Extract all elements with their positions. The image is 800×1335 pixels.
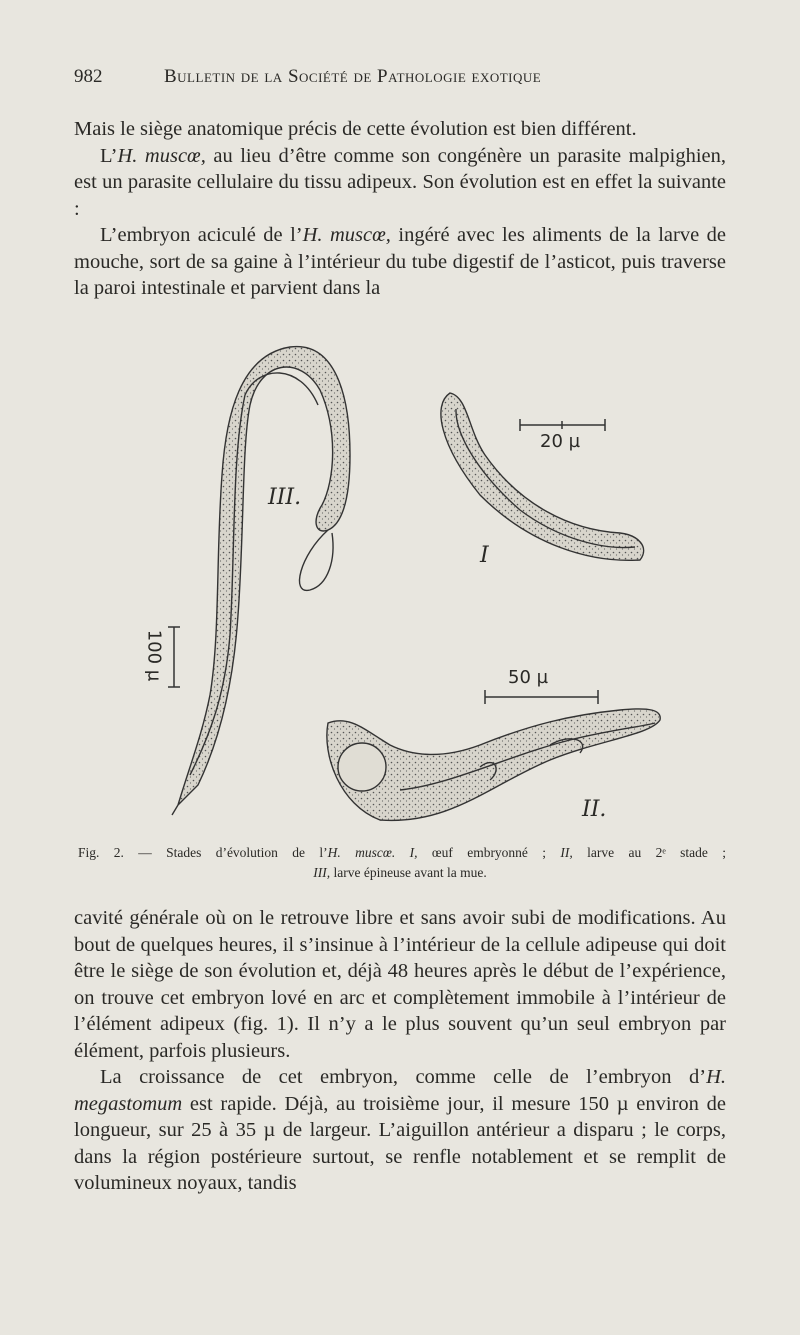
scale-bar-100 <box>168 627 180 687</box>
scale-bar-20 <box>520 419 605 431</box>
caption-line-2 <box>74 863 726 883</box>
scale-label-100: 100 µ <box>143 629 165 682</box>
page-header <box>74 66 724 96</box>
paragraph-3 <box>74 222 726 302</box>
caption-italic-1: H. muscœ. I, <box>327 845 418 860</box>
larva-iii-drawing <box>172 347 350 815</box>
larva-i-drawing <box>441 393 644 560</box>
label-i: I <box>480 543 489 568</box>
paragraph-1: Mais le siège anatomique précis de cette évolution est bien différent. <box>74 118 637 140</box>
figure-drawing <box>150 335 670 835</box>
scale-label-50: 50 µ <box>508 667 549 688</box>
label-iii: III. <box>268 485 302 510</box>
caption-italic-3: III, <box>313 865 331 880</box>
figure-caption <box>74 843 726 883</box>
larva-ii-drawing <box>327 709 660 821</box>
species-name: H. muscœ, <box>302 224 391 246</box>
paragraph-2-rest: au lieu d’être comme son congénère un parasite malpighien, est un parasite cellulaire du tissu adipeux. Son évolution est en effet la suivante : <box>74 144 726 220</box>
scale-label-20: 20 µ <box>540 431 581 452</box>
body-text-top <box>74 116 726 302</box>
paragraph-3-start: L’embryon aciculé de l’ <box>100 224 303 246</box>
paragraph-5-rest: est rapide. Déjà, au troisième jour, il mesure 150 µ environ de longueur, sur 25 à 35 µ de largeur. L’aiguillon antérieur a disparu ; le corps, dans la région postérieure surtout, se renfle notablement et se remplit de volumineux noyaux, tandis <box>74 1092 726 1194</box>
caption-line-1 <box>74 843 726 863</box>
body-text-bottom <box>74 905 726 1197</box>
figure-larval-stages <box>143 335 670 835</box>
caption-mid: œuf embryonné ; <box>417 845 561 860</box>
scale-bar-50 <box>485 690 598 704</box>
label-ii: II. <box>582 797 607 822</box>
paragraph-5-start: La croissance de cet embryon, comme celle de l’embryon d’ <box>100 1066 707 1088</box>
caption-prefix: Fig. 2. — Stades d’évolution de l’ <box>78 845 328 860</box>
paragraph-2-start: L’ <box>100 144 118 167</box>
caption-italic-2: II, <box>560 845 573 860</box>
paragraph-5 <box>74 1064 726 1197</box>
paragraph-3-rest: ingéré avec les aliments de la larve de mouche, sort de sa gaine à l’intérieur du tube digestif de l’asticot, puis traverse la paroi intestinale et parvient dans la <box>74 224 726 299</box>
caption-line-2-rest: larve épineuse avant la mue. <box>330 865 487 880</box>
paragraph-4: cavité générale où on le retrouve libre et sans avoir subi de modifications. Au bout de quelques heures, il s’insinue à l’intérieur de la cellule adipeuse qui doit être le siège de son évolution et, déjà 48 heures après le début de l’expérience, on trouve cet embryon lové en arc et complètement immobile à l’intérieur de l’élément adipeux (fig. 1). Il n’y a le plus souvent qu’un seul embryon par élément, parfois plusieurs. <box>74 907 726 1062</box>
running-title: Bulletin de la Société de Pathologie exotique <box>164 66 542 87</box>
species-name: H. muscœ, <box>117 144 206 167</box>
paragraph-2 <box>74 143 726 223</box>
page-number: 982 <box>74 66 103 87</box>
caption-end: larve au 2ᵉ stade ; <box>572 845 726 860</box>
species-name: H. megastomum <box>74 1066 726 1115</box>
